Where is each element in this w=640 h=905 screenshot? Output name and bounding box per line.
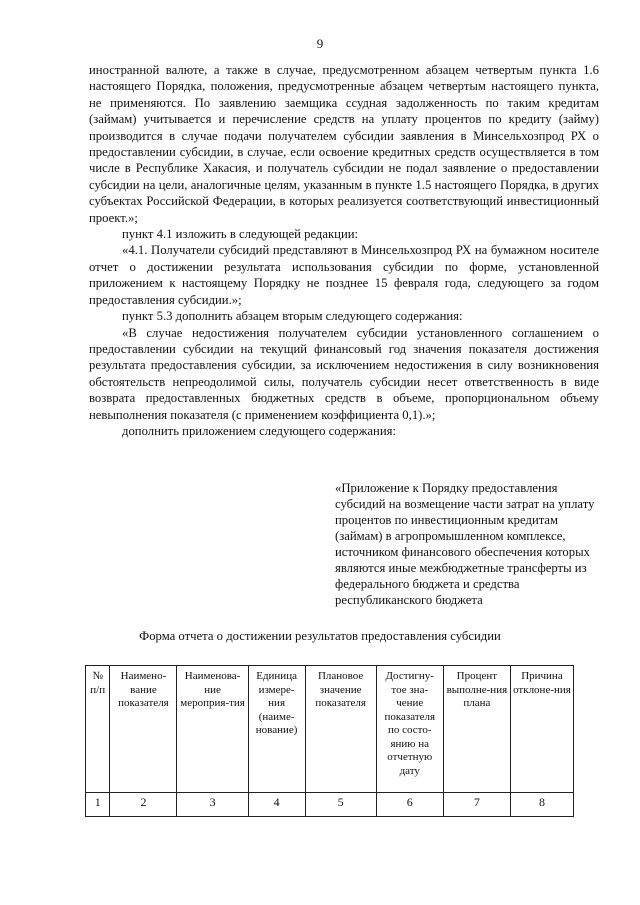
number-cell: 4 xyxy=(248,793,305,817)
header-cell: Процент выполне-ния плана xyxy=(443,666,510,793)
header-cell: Плановое значение показателя xyxy=(305,666,376,793)
number-cell: 6 xyxy=(376,793,443,817)
paragraph: пункт 4.1 изложить в следующей редакции: xyxy=(122,227,359,242)
header-cell: Достигну-тое зна-чение показателя по состо-янию на отчетную дату xyxy=(376,666,443,793)
table-header-row xyxy=(86,666,574,793)
report-form-table xyxy=(85,665,574,817)
number-cell: 3 xyxy=(177,793,248,817)
form-title: Форма отчета о достижении результатов предоставления субсидии xyxy=(139,629,501,643)
paragraph: «В случае недостижения получателем субсидии установленного соглашением о предоставлении субсидии на текущий финансовый год значения показателя достижения результата предоставления субсидии, за исключением недостижения в силу возникновения обстоятельств непреодолимой силы, получатель субсидии несет ответственность в виде возврата предоставленных бюджетных средств в объеме, пропорциональном объему невыполнения показателя (с применением коэффициента 0,1).»; xyxy=(89,325,599,422)
number-cell: 7 xyxy=(443,793,510,817)
paragraph: иностранной валюте, а также в случае, предусмотренном абзацем четвертым пункта 1.6 настоящего Порядка, положения, предусмотренные абзацем четвертым настоящего пункта, не применяются. По заявлению заемщика ссудная задолженность по таким кредитам (займам) учитывается и перечисление средств на уплату процентов по кредиту (займу) производится в случае подачи получателем субсидии заявления в Минсельхозпрод РХ о предоставлении субсидии, в случае, если освоение кредитных средств осуществляется в том числе в Республике Хакасия, и получатель субсидии не подал заявление о предоставлении субсидии на цели, аналогичные целям, указанным в пункте 1.5 настоящего Порядка, в других субъектах Российской Федерации, в которых реализуется соответствующий инвестиционный проект.»; xyxy=(89,63,599,225)
header-cell: № п/п xyxy=(86,666,110,793)
header-cell: Наимено-вание показателя xyxy=(110,666,177,793)
number-cell: 1 xyxy=(86,793,110,817)
table-number-row xyxy=(86,793,574,817)
header-cell: Причина отклоне-ния xyxy=(510,666,573,793)
paragraph: пункт 5.3 дополнить абзацем вторым следующего содержания: xyxy=(122,309,463,324)
paragraph: дополнить приложением следующего содержания: xyxy=(122,423,396,438)
number-cell: 8 xyxy=(510,793,573,817)
header-cell: Единица измере-ния (наиме-нование) xyxy=(248,666,305,793)
number-cell: 2 xyxy=(110,793,177,817)
appendix-heading-text: «Приложение к Порядку предоставления субсидий на возмещение части затрат на уплату процентов по инвестиционным кредитам (займам) в агропромышленном комплексе, источником финансового обеспечения которых являются иные межбюджетные трансферты из федерального бюджета и средства республиканского бюджета xyxy=(335,481,595,607)
number-cell: 5 xyxy=(305,793,376,817)
paragraph: «4.1. Получатели субсидий представляют в Минсельхозпрод РХ на бумажном носителе отчет о достижении результата использования субсидии по форме, установленной приложением к настоящему Порядку не позднее 15 февраля года, следующего за годом предоставления субсидии.»; xyxy=(89,243,599,307)
page-number: 9 xyxy=(316,36,324,51)
header-cell: Наименова-ние мероприя-тия xyxy=(177,666,248,793)
appendix-heading xyxy=(335,480,600,608)
body-text xyxy=(89,62,599,439)
